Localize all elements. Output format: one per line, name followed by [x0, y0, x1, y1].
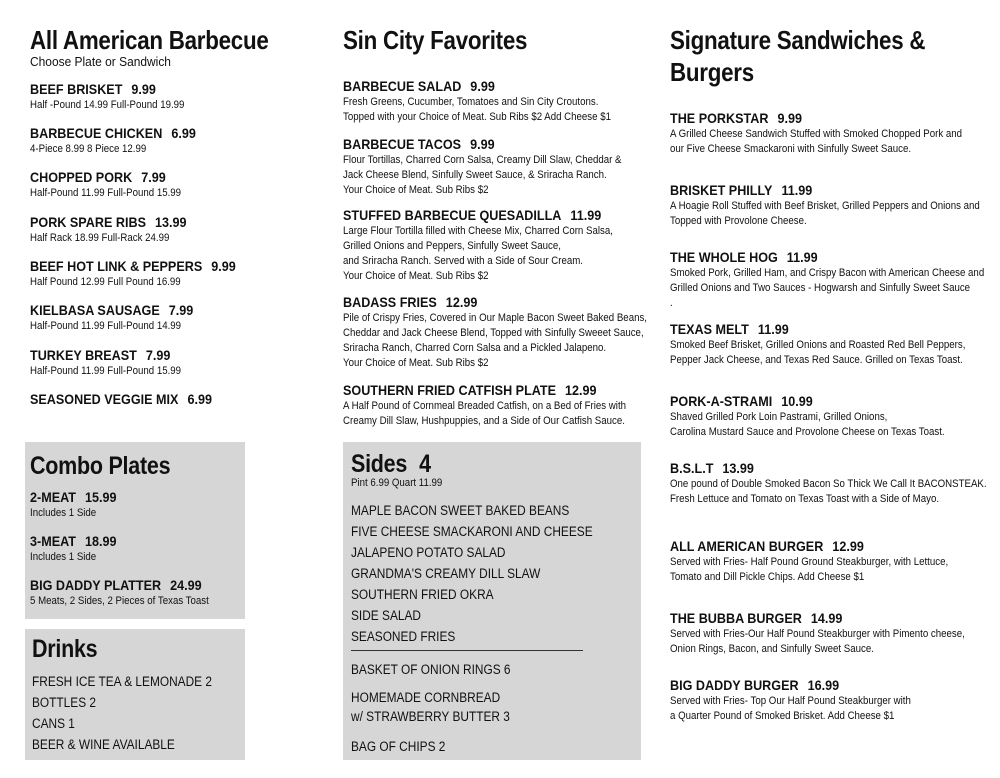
- item-price: 13.99: [722, 460, 754, 476]
- drink-item: CANS 1: [32, 716, 75, 731]
- item-desc-line: Your Choice of Meat. Sub Ribs $2: [343, 184, 489, 196]
- sides-title: Sides: [351, 450, 408, 478]
- item-price: 9.99: [211, 258, 236, 274]
- item-name: TEXAS MELT: [670, 321, 749, 337]
- item-name: THE PORKSTAR: [670, 110, 769, 126]
- item-desc-line: Cheddar and Jack Cheese Blend, Topped with Sinfully Sweeet Sauce,: [343, 327, 644, 339]
- item-desc-line: Smoked Beef Brisket, Grilled Onions and Roasted Red Bell Peppers,: [670, 339, 966, 351]
- item-price: 18.99: [84, 533, 117, 549]
- side-item: GRANDMA'S CREAMY DILL SLAW: [351, 566, 541, 581]
- item-name: BIG DADDY BURGER: [670, 677, 799, 693]
- item-name: SEASONED VEGGIE MIX: [30, 391, 179, 407]
- menu-item: [30, 257, 259, 290]
- item-desc: Half Rack 18.99 Full-Rack 24.99: [30, 232, 170, 244]
- menu-item: [670, 459, 1000, 507]
- item-desc: 5 Meats, 2 Sides, 2 Pieces of Texas Toast: [30, 595, 209, 607]
- item-desc-line: Pile of Crispy Fries, Covered in Our Maple Bacon Sweet Baked Beans,: [343, 312, 647, 324]
- menu-item: [30, 532, 126, 565]
- item-desc: Includes 1 Side: [30, 507, 97, 519]
- menu-item: [30, 488, 126, 521]
- item-name: BIG DADDY PLATTER: [30, 577, 162, 593]
- item-name: BARBECUE SALAD: [343, 78, 462, 94]
- item-price: 10.99: [781, 393, 813, 409]
- item-name: BEEF HOT LINK & PEPPERS: [30, 258, 203, 274]
- menu-item: [343, 135, 659, 198]
- item-name: BRISKET PHILLY: [670, 182, 773, 198]
- sides-box: [343, 442, 641, 760]
- item-desc-line: and Sriracha Ranch. Served with a Side of Sour Cream.: [343, 255, 583, 267]
- item-price: 7.99: [168, 302, 194, 318]
- item-price: 11.99: [781, 182, 813, 198]
- sides-extra: HOMEMADE CORNBREAD: [351, 690, 501, 705]
- sig-title-line: Signature Sandwiches &: [670, 25, 926, 55]
- item-price: 6.99: [187, 391, 212, 407]
- menu-item: [343, 206, 650, 284]
- item-desc-line: Served with Fries- Top Our Half Pound Steakburger with: [670, 695, 911, 707]
- item-price: 7.99: [145, 347, 171, 363]
- item-desc-line: Your Choice of Meat. Sub Ribs $2: [343, 270, 489, 282]
- item-price: 6.99: [171, 125, 196, 141]
- item-desc-line: Pepper Jack Cheese, and Texas Red Sauce. Grilled on Texas Toast.: [670, 354, 963, 366]
- menu-item: [670, 109, 1000, 157]
- item-desc: 4-Piece 8.99 8 Piece 12.99: [30, 143, 147, 155]
- item-name: STUFFED BARBECUE QUESADILLA: [343, 207, 562, 223]
- sig-title-line: Burgers: [670, 57, 754, 87]
- item-desc-line: Fresh Lettuce and Tomato on Texas Toast with a Side of Mayo.: [670, 493, 940, 505]
- side-item: JALAPENO POTATO SALAD: [351, 545, 506, 560]
- item-name: PORK SPARE RIBS: [30, 214, 146, 230]
- drinks-box: [25, 629, 245, 760]
- item-name: PORK-A-STRAMI: [670, 393, 773, 409]
- item-name: KIELBASA SAUSAGE: [30, 302, 160, 318]
- menu-item: [30, 80, 206, 113]
- drinks-list: [32, 671, 212, 755]
- item-desc-line: Grilled Onions and Two Sauces - Hogwarsh and Sinfully Sweet Sauce: [670, 282, 971, 294]
- drink-item: BOTTLES 2: [32, 695, 97, 710]
- item-desc-line: Fresh Greens, Cucumber, Tomatoes and Sin City Croutons.: [343, 96, 599, 108]
- item-desc-line: Served with Fries- Half Pound Ground Steakburger, with Lettuce,: [670, 556, 949, 568]
- item-name: B.S.L.T: [670, 460, 714, 476]
- item-desc-line: .: [670, 297, 673, 309]
- item-price: 12.99: [832, 538, 864, 554]
- item-desc-line: our Five Cheese Smackaroni with Sinfully Sweet Sauce.: [670, 143, 912, 155]
- item-desc-line: Large Flour Tortilla filled with Cheese Mix, Charred Corn Salsa,: [343, 225, 613, 237]
- item-desc-line: Grilled Onions and Peppers, Sinfully Sweet Sauce,: [343, 240, 561, 252]
- item-name: THE BUBBA BURGER: [670, 610, 802, 626]
- drink-item: FRESH ICE TEA & LEMONADE 2: [32, 674, 213, 689]
- item-price: 9.99: [777, 110, 803, 126]
- item-price: 12.99: [565, 382, 597, 398]
- item-price: 9.99: [131, 81, 156, 97]
- item-desc-line: Topped with Provolone Cheese.: [670, 215, 807, 227]
- item-name: 3-MEAT: [30, 533, 76, 549]
- item-price: 7.99: [141, 169, 166, 185]
- item-name: BEEF BRISKET: [30, 81, 123, 97]
- menu-item: [670, 320, 1000, 368]
- bbq-title: All American Barbecue: [30, 25, 269, 55]
- combo-title: Combo Plates: [30, 452, 171, 480]
- item-price: 11.99: [570, 207, 602, 223]
- item-desc-line: Onion Rings, Bacon, and Sinfully Sweet Sauce.: [670, 643, 874, 655]
- side-item: SEASONED FRIES: [351, 629, 456, 644]
- item-price: 14.99: [810, 610, 843, 626]
- item-price: 24.99: [170, 577, 202, 593]
- item-desc-line: Jack Cheese Blend, Sinfully Sweet Sauce, & Sriracha Ranch.: [343, 169, 607, 181]
- item-name: BADASS FRIES: [343, 294, 437, 310]
- item-desc-line: a Quarter Pound of Smoked Brisket. Add Cheese $1: [670, 710, 895, 722]
- menu-item: [343, 293, 688, 371]
- side-item: MAPLE BACON SWEET BAKED BEANS: [351, 503, 570, 518]
- item-desc-line: Smoked Pork, Grilled Ham, and Crispy Bacon with American Cheese and: [670, 267, 985, 279]
- menu-item: [30, 346, 202, 379]
- sides-extra: w/ STRAWBERRY BUTTER 3: [351, 709, 510, 724]
- menu-item: [30, 213, 204, 246]
- item-desc: Half-Pound 11.99 Full-Pound 15.99: [30, 187, 182, 199]
- menu-item: [670, 248, 1000, 311]
- menu-item: [30, 576, 233, 609]
- item-desc-line: Tomato and Dill Pickle Chips. Add Cheese $1: [670, 571, 865, 583]
- item-desc-line: One pound of Double Smoked Bacon So Thick We Call It BACONSTEAK.: [670, 478, 987, 490]
- menu-item: [343, 381, 665, 429]
- item-desc-line: A Half Pound of Cornmeal Breaded Catfish, on a Bed of Fries with: [343, 400, 627, 412]
- item-price: 11.99: [757, 321, 789, 337]
- item-price: 16.99: [807, 677, 840, 693]
- sin-title: Sin City Favorites: [343, 25, 528, 55]
- side-item: FIVE CHEESE SMACKARONI AND CHEESE: [351, 524, 593, 539]
- item-desc-line: Your Choice of Meat. Sub Ribs $2: [343, 357, 489, 369]
- item-desc-line: Carolina Mustard Sauce and Provolone Cheese on Texas Toast.: [670, 426, 945, 438]
- item-desc-line: Flour Tortillas, Charred Corn Salsa, Creamy Dill Slaw, Cheddar &: [343, 154, 622, 166]
- item-name: TURKEY BREAST: [30, 347, 137, 363]
- item-desc-line: Creamy Dill Slaw, Hushpuppies, and a Side of Our Catfish Sauce.: [343, 415, 625, 427]
- item-desc-line: Topped with your Choice of Meat. Sub Ribs $2 Add Cheese $1: [343, 111, 611, 123]
- menu-item: [670, 392, 982, 440]
- menu-item: [670, 537, 986, 585]
- menu-item: [30, 390, 232, 408]
- item-desc-line: A Hoagie Roll Stuffed with Beef Brisket, Grilled Peppers and Onions and: [670, 200, 980, 212]
- item-desc: Half Pound 12.99 Full Pound 16.99: [30, 276, 181, 288]
- menu-item: [30, 124, 214, 157]
- item-name: BARBECUE TACOS: [343, 136, 462, 152]
- item-desc-line: Served with Fries-Our Half Pound Steakburger with Pimento cheese,: [670, 628, 965, 640]
- sides-sizes: Pint 6.99 Quart 11.99: [351, 477, 443, 489]
- item-name: SOUTHERN FRIED CATFISH PLATE: [343, 382, 557, 398]
- menu-item: [670, 609, 1000, 657]
- item-price: 12.99: [445, 294, 478, 310]
- drink-item: BEER & WINE AVAILABLE: [32, 737, 175, 752]
- item-name: ALL AMERICAN BURGER: [670, 538, 824, 554]
- item-desc: Half-Pound 11.99 Full-Pound 14.99: [30, 320, 182, 332]
- sides-list: [351, 500, 593, 647]
- item-price: 11.99: [786, 249, 818, 265]
- menu-item: [30, 168, 202, 201]
- menu-item: [670, 181, 1000, 229]
- item-name: BARBECUE CHICKEN: [30, 125, 163, 141]
- item-desc-line: A Grilled Cheese Sandwich Stuffed with Smoked Chopped Pork and: [670, 128, 963, 140]
- item-price: 13.99: [154, 214, 187, 230]
- item-name: 2-MEAT: [30, 489, 76, 505]
- item-price: 15.99: [84, 489, 117, 505]
- item-desc-line: Sriracha Ranch, Charred Corn Salsa and a Pickled Jalapeno.: [343, 342, 607, 354]
- sides-extra: BASKET OF ONION RINGS 6: [351, 662, 511, 677]
- item-name: THE WHOLE HOG: [670, 249, 778, 265]
- sides-divider: [351, 650, 583, 651]
- menu-item: [30, 301, 211, 334]
- bbq-subtitle: Choose Plate or Sandwich: [30, 54, 171, 69]
- sides-extra: BAG OF CHIPS 2: [351, 739, 446, 754]
- item-price: 9.99: [470, 136, 495, 152]
- side-item: SOUTHERN FRIED OKRA: [351, 587, 494, 602]
- side-item: SIDE SALAD: [351, 608, 421, 623]
- menu-item: [343, 77, 648, 125]
- item-desc: Half -Pound 14.99 Full-Pound 19.99: [30, 99, 185, 111]
- item-name: CHOPPED PORK: [30, 169, 133, 185]
- item-desc: Includes 1 Side: [30, 551, 97, 563]
- item-desc-line: Shaved Grilled Pork Loin Pastrami, Grilled Onions,: [670, 411, 888, 423]
- menu-item: [670, 676, 944, 724]
- item-price: 9.99: [470, 78, 495, 94]
- sides-price: 4: [419, 450, 431, 478]
- item-desc: Half-Pound 11.99 Full-Pound 15.99: [30, 365, 182, 377]
- combo-plates-box: [25, 442, 245, 619]
- drinks-title: Drinks: [32, 635, 98, 663]
